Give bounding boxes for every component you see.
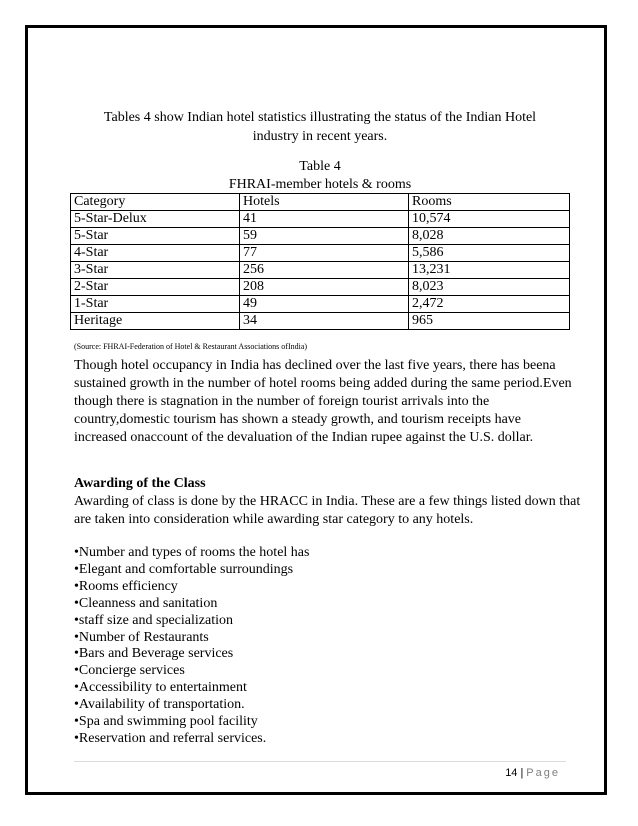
category-cell: 2-Star bbox=[71, 279, 240, 296]
table-row bbox=[71, 262, 570, 279]
header-hotels: Hotels bbox=[240, 194, 409, 211]
section-heading: Awarding of the Class bbox=[74, 476, 206, 491]
category-cell: Heritage bbox=[71, 313, 240, 330]
hotels-cell: 59 bbox=[240, 228, 409, 245]
occupancy-paragraph: Though hotel occupancy in India has declined over the last five years, there has beena sustained growth in the number of hotel rooms being added during the same period.Even though there is stagnation in the number of foreign tourist arrivals into the country,domestic tourism has shown a steady growth, and tourism receipts have increased onaccount of the devaluation of the Indian rupee against the U.S. dollar. bbox=[74, 358, 572, 445]
list-item: •Spa and swimming pool facility bbox=[74, 714, 258, 730]
list-item: •Number of Restaurants bbox=[74, 629, 209, 645]
hotels-cell: 41 bbox=[240, 211, 409, 228]
header-rooms: Rooms bbox=[409, 194, 570, 211]
rooms-cell: 8,023 bbox=[409, 279, 570, 296]
criteria-list bbox=[74, 545, 309, 748]
list-item: •Reservation and referral services. bbox=[74, 730, 267, 746]
category-cell: 5-Star bbox=[71, 228, 240, 245]
table-row bbox=[71, 228, 570, 245]
table-source-note: (Source: FHRAI-Federation of Hotel & Restaurant Associations ofIndia) bbox=[74, 342, 308, 351]
table-row bbox=[71, 296, 570, 313]
list-item: •staff size and specialization bbox=[74, 612, 233, 628]
rooms-cell: 965 bbox=[409, 313, 570, 330]
rooms-cell: 10,574 bbox=[409, 211, 570, 228]
table-row bbox=[71, 279, 570, 296]
list-item: •Number and types of rooms the hotel has bbox=[74, 545, 310, 560]
rooms-cell: 5,586 bbox=[409, 245, 570, 262]
header-category: Category bbox=[71, 194, 240, 211]
page-word: Page bbox=[526, 767, 560, 779]
hotels-cell: 34 bbox=[240, 313, 409, 330]
table-header-row bbox=[71, 194, 570, 211]
footer-separator: | bbox=[520, 767, 524, 779]
list-item: •Accessibility to entertainment bbox=[74, 680, 247, 696]
footer-divider bbox=[74, 761, 566, 762]
category-cell: 1-Star bbox=[71, 296, 240, 313]
category-cell: 3-Star bbox=[71, 262, 240, 279]
page-footer bbox=[505, 766, 560, 780]
table-row bbox=[71, 211, 570, 228]
rooms-cell: 2,472 bbox=[409, 296, 570, 313]
list-item: •Elegant and comfortable surroundings bbox=[74, 561, 294, 577]
hotels-cell: 256 bbox=[240, 262, 409, 279]
page-number: 14 bbox=[505, 767, 518, 779]
hotels-cell: 49 bbox=[240, 296, 409, 313]
category-cell: 4-Star bbox=[71, 245, 240, 262]
list-item: •Availability of transportation. bbox=[74, 697, 245, 713]
hotel-stats-table bbox=[70, 193, 570, 330]
list-item: •Rooms efficiency bbox=[74, 578, 178, 594]
rooms-cell: 8,028 bbox=[409, 228, 570, 245]
table-caption-number: Table 4 bbox=[299, 159, 341, 174]
list-item: •Cleanness and sanitation bbox=[74, 595, 218, 611]
hotels-cell: 77 bbox=[240, 245, 409, 262]
category-cell: 5-Star-Delux bbox=[71, 211, 240, 228]
table-row bbox=[71, 245, 570, 262]
intro-text: Tables 4 show Indian hotel statistics illustrating the status of the Indian Hotel industry in recent years. bbox=[103, 110, 537, 144]
table-row bbox=[71, 313, 570, 330]
table-caption-title: FHRAI-member hotels & rooms bbox=[228, 177, 412, 192]
rooms-cell: 13,231 bbox=[409, 262, 570, 279]
list-item: •Bars and Beverage services bbox=[74, 646, 234, 662]
hotels-cell: 208 bbox=[240, 279, 409, 296]
section-body-text: Awarding of class is done by the HRACC in India. These are a few things listed down that are taken into consideration while awarding star category to any hotels. bbox=[74, 494, 581, 527]
list-item: •Concierge services bbox=[74, 663, 185, 679]
